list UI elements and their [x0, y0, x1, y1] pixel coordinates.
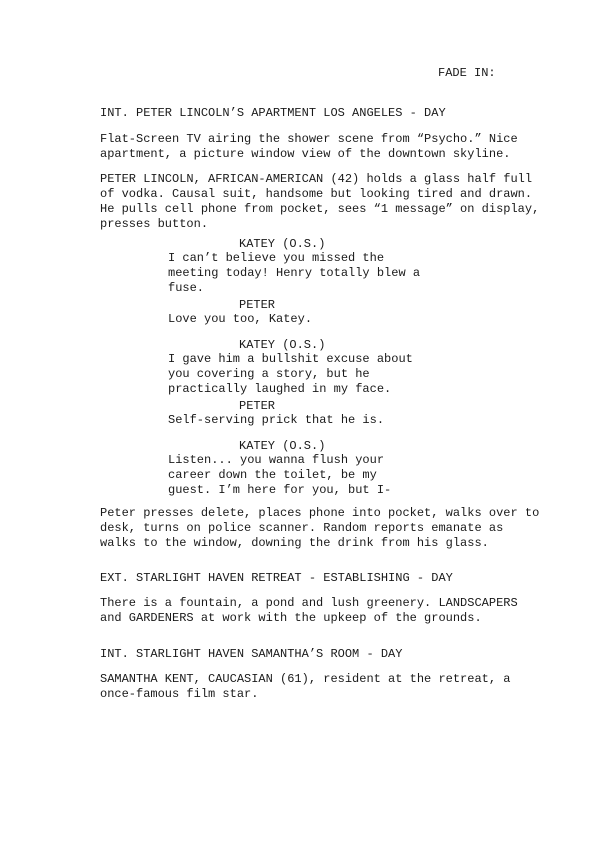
- action-line: and GARDENERS at work with the upkeep of the grounds.: [100, 611, 482, 625]
- character-cue: PETER: [239, 298, 276, 312]
- action-line: PETER LINCOLN, AFRICAN-AMERICAN (42) holds a glass half full: [100, 172, 533, 186]
- dialogue-block: [168, 413, 384, 428]
- dialogue-block: [168, 251, 420, 296]
- character-cue: KATEY (O.S.): [239, 237, 326, 251]
- action-line: presses button.: [100, 217, 209, 231]
- action-block-1: [100, 132, 518, 162]
- dialogue-line: I gave him a bullshit excuse about: [168, 352, 413, 366]
- dialogue-block: [168, 312, 312, 327]
- dialogue-block: [168, 352, 413, 397]
- action-block-5: [100, 672, 510, 702]
- transition-fade-in: FADE IN:: [438, 66, 496, 80]
- action-line: There is a fountain, a pond and lush greenery. LANDSCAPERS: [100, 596, 518, 610]
- dialogue-line: Listen... you wanna flush your: [168, 453, 385, 467]
- dialogue-line: practically laughed in my face.: [168, 382, 392, 396]
- dialogue-block: [168, 453, 391, 498]
- action-block-4: [100, 596, 518, 626]
- action-line: walks to the window, downing the drink from his glass.: [100, 536, 489, 550]
- action-line: SAMANTHA KENT, CAUCASIAN (61), resident at the retreat, a: [100, 672, 511, 686]
- action-block-2: [100, 172, 539, 232]
- action-line: of vodka. Causal suit, handsome but looking tired and drawn.: [100, 187, 533, 201]
- action-line: once-famous film star.: [100, 687, 259, 701]
- action-block-3: [100, 506, 539, 551]
- dialogue-line: fuse.: [168, 281, 205, 295]
- dialogue-line: you covering a story, but he: [168, 367, 370, 381]
- character-cue: PETER: [239, 399, 276, 413]
- scene-heading-2: EXT. STARLIGHT HAVEN RETREAT - ESTABLISHING - DAY: [100, 571, 453, 585]
- action-line: desk, turns on police scanner. Random reports emanate as: [100, 521, 504, 535]
- character-cue: KATEY (O.S.): [239, 439, 326, 453]
- character-cue: KATEY (O.S.): [239, 338, 326, 352]
- action-line: apartment, a picture window view of the downtown skyline.: [100, 147, 511, 161]
- dialogue-line: meeting today! Henry totally blew a: [168, 266, 421, 280]
- action-line: He pulls cell phone from pocket, sees “1 message” on display,: [100, 202, 540, 216]
- action-line: Peter presses delete, places phone into pocket, walks over to: [100, 506, 540, 520]
- action-line: Flat-Screen TV airing the shower scene from “Psycho.” Nice: [100, 132, 518, 146]
- dialogue-line: Self-serving prick that he is.: [168, 413, 385, 427]
- dialogue-line: guest. I’m here for you, but I-: [168, 483, 392, 497]
- scene-heading-1: INT. PETER LINCOLN’S APARTMENT LOS ANGELES - DAY: [100, 106, 446, 120]
- scene-heading-3: INT. STARLIGHT HAVEN SAMANTHA’S ROOM - DAY: [100, 647, 403, 661]
- dialogue-line: career down the toilet, be my: [168, 468, 377, 482]
- dialogue-line: I can’t believe you missed the: [168, 251, 385, 265]
- dialogue-line: Love you too, Katey.: [168, 312, 313, 326]
